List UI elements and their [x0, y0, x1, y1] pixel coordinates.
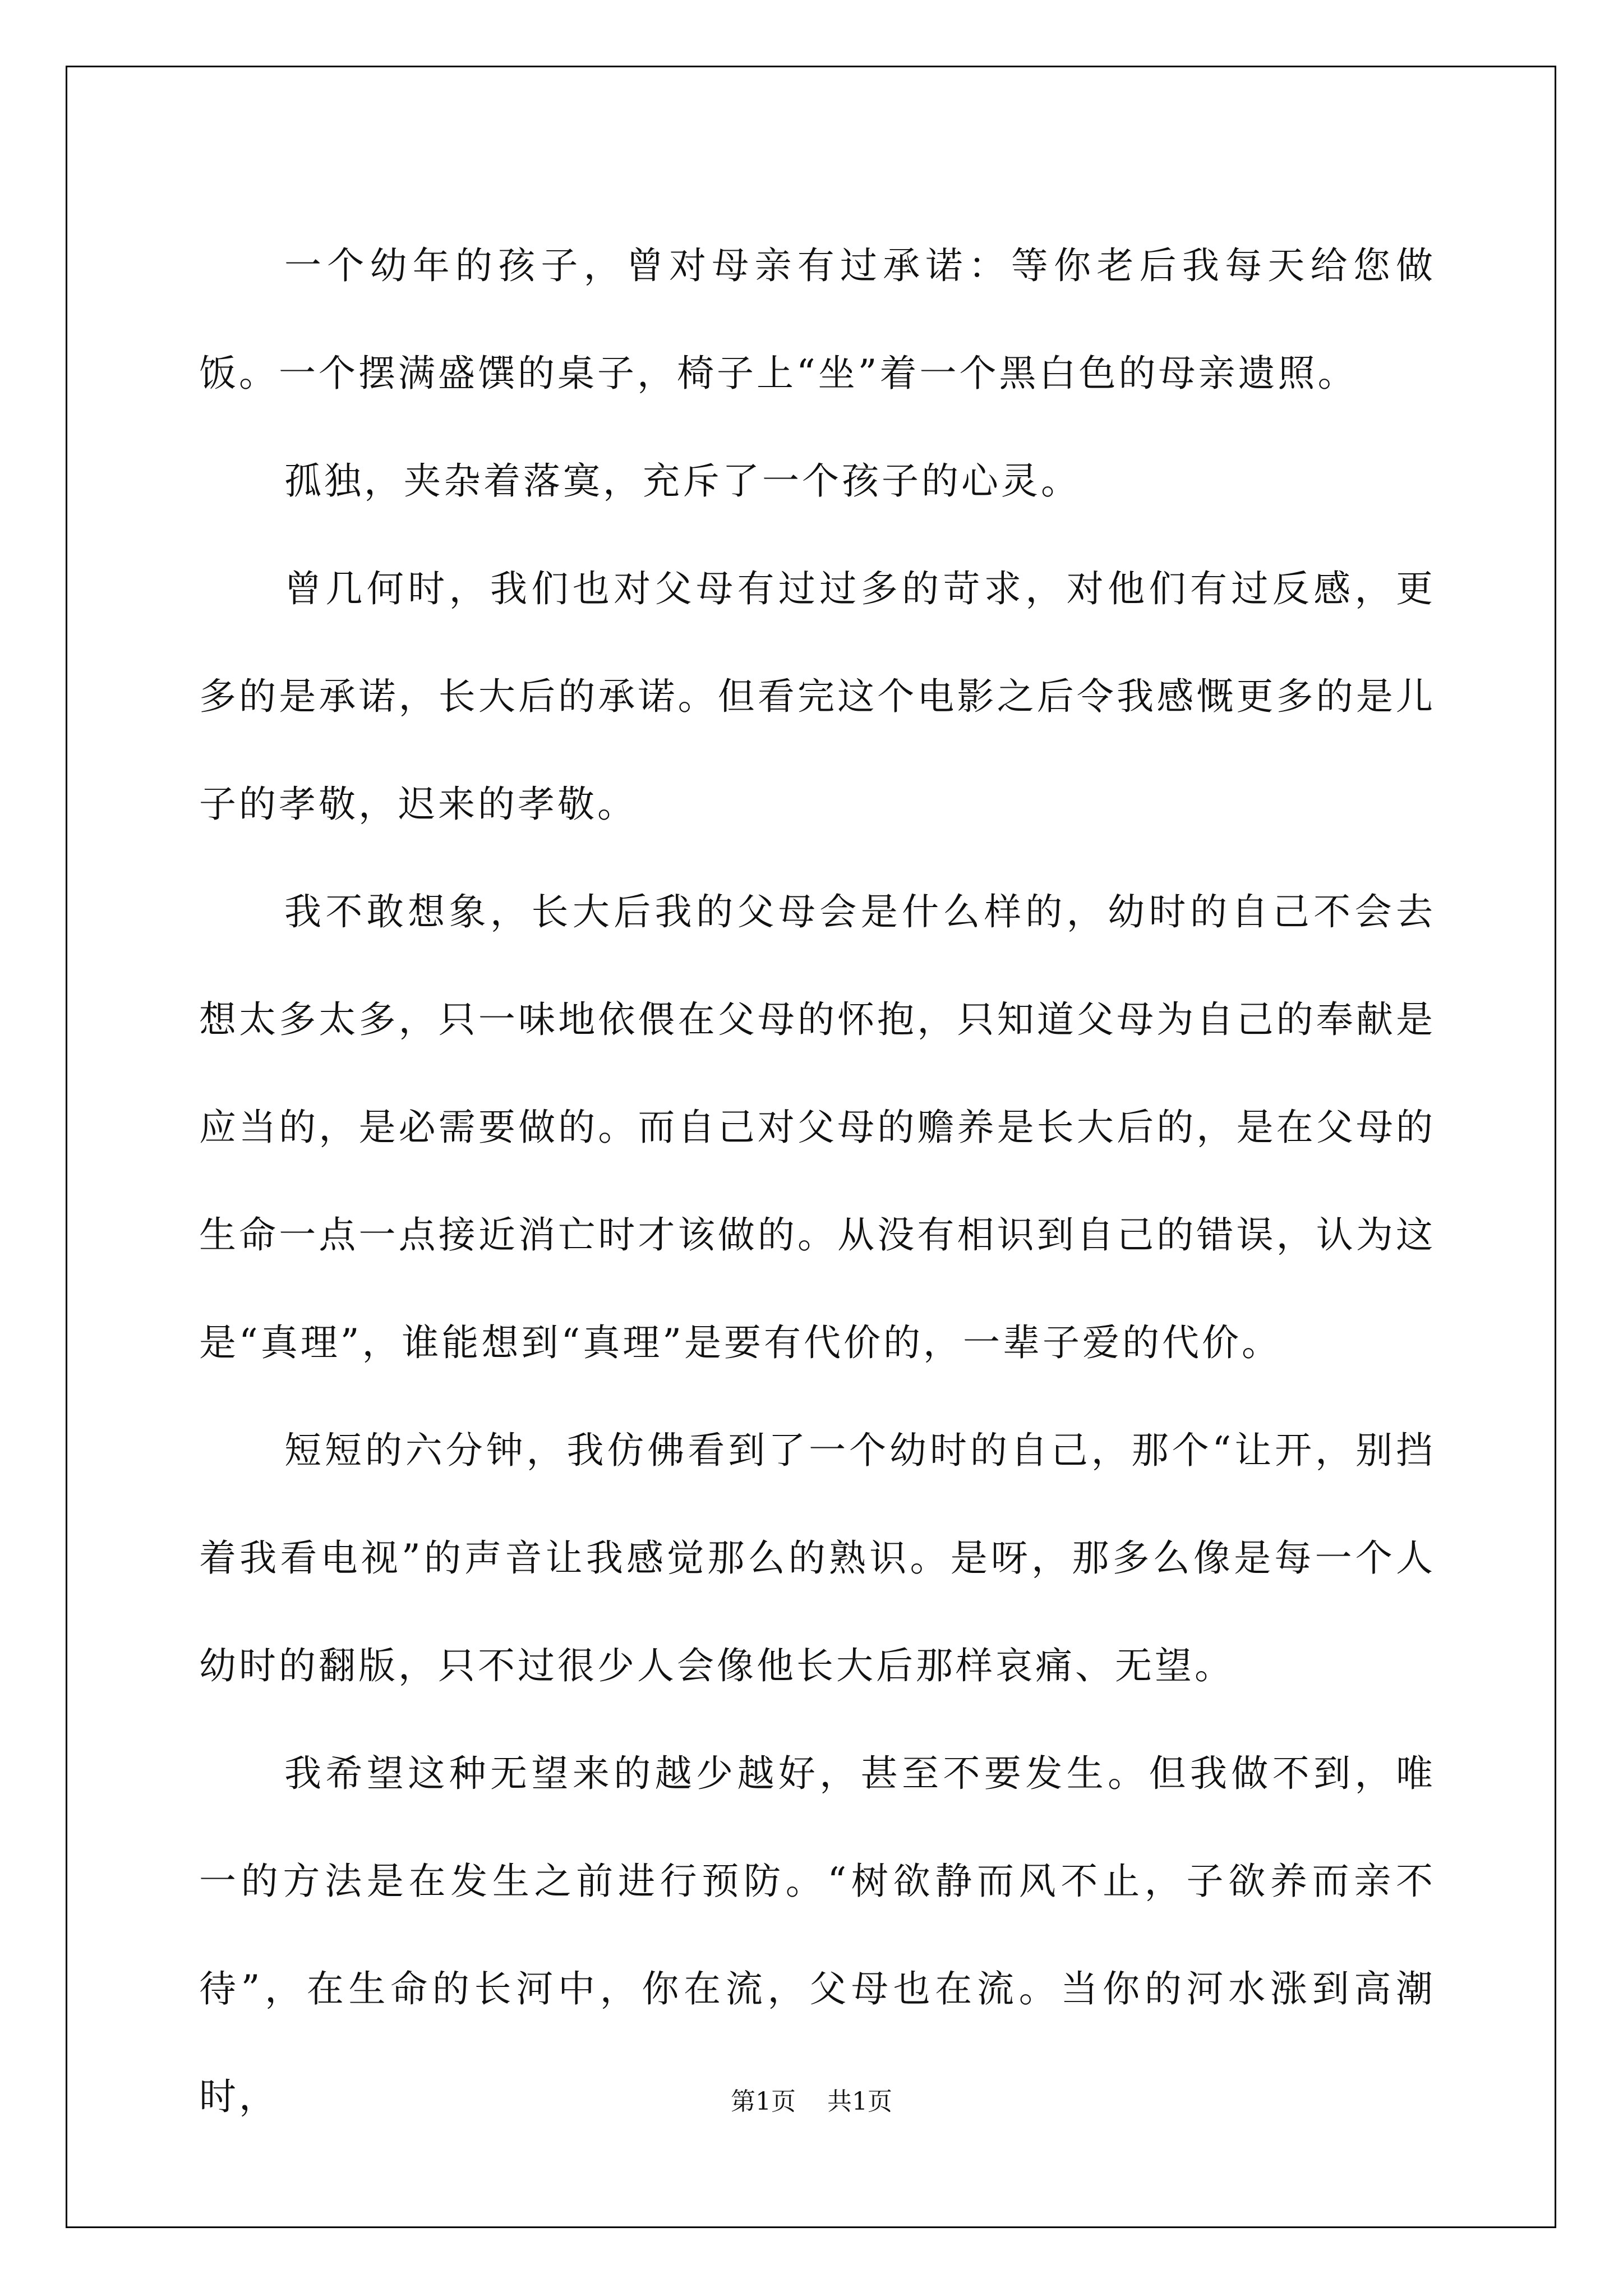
paragraph: 曾几何时，我们也对父母有过过多的苛求，对他们有过反感，更多的是承诺，长大后的承诺。但看完这个电影之后令我感慨更多的是儿子的孝敬，迟来的孝敬。 — [199, 567, 1436, 826]
paragraph: 一个幼年的孩子，曾对母亲有过承诺：等你老后我每天给您做饭。一个摆满盛馔的桌子，椅子上“坐”着一个黑白色的母亲遗照。 — [199, 244, 1436, 395]
paragraph: 短短的六分钟，我仿佛看到了一个幼时的自己，那个“让开，别挡着我看电视”的声音让我感觉那么的熟识。是呀，那多么像是每一个人幼时的翻版，只不过很少人会像他长大后那样哀痛、无望。 — [199, 1429, 1436, 1687]
page-total: 共1页 — [827, 2087, 892, 2116]
paragraph: 我希望这种无望来的越少越好，甚至不要发生。但我做不到，唯一的方法是在发生之前进行预防。“树欲静而风不止，子欲养而亲不待”，在生命的长河中，你在流，父母也在流。当你的河水涨到高潮时， — [199, 1752, 1436, 2118]
page-number: 第1页 — [731, 2087, 796, 2116]
page-footer — [0, 2081, 1623, 2117]
document-body — [199, 212, 1436, 2151]
paragraph: 孤独，夹杂着落寞，充斥了一个孩子的心灵。 — [284, 459, 1081, 503]
paragraph: 我不敢想象，长大后我的父母会是什么样的，幼时的自己不会去想太多太多，只一味地依偎在父母的怀抱，只知道父母为自己的奉献是应当的，是必需要做的。而自己对父母的赡养是长大后的，是在父母的生命一点一点接近消亡时才该做的。从没有相识到自己的错误，认为这是“真理”，谁能想到“真理”是要有代价的，一辈子爱的代价。 — [199, 890, 1436, 1364]
